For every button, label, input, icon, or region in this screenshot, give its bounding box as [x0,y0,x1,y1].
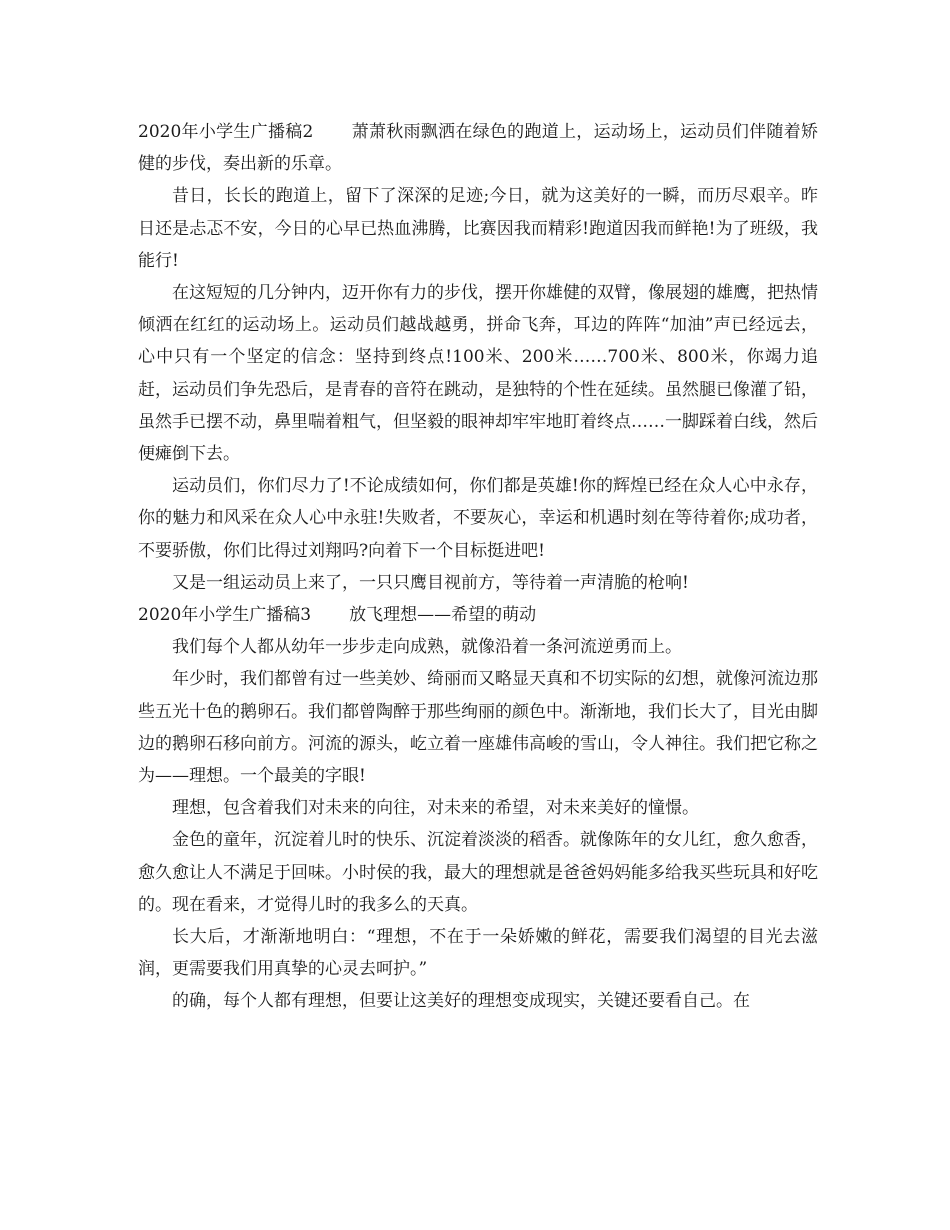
paragraph: 的确，每个人都有理想，但要让这美好的理想变成现实，关键还要看自己。在 [172,991,750,1012]
paragraph: 年少时，我们都曾有过一些美妙、绮丽而又略显天真和不切实际的幻想，就像河流边那些五光十色的鹅卵石。我们都曾陶醉于那些绚丽的颜色中。渐渐地，我们长大了，目光由脚边的鹅卵石移向前方。河流的源头，屹立着一座雄伟高峻的雪山，令人神往。我们把它称之为——理想。一个最美的字眼! [138,669,818,787]
section-intro: 萧萧秋雨飘洒在绿色的跑道上，运动场上，运动员们伴随着矫健的步伐，奏出新的乐章。 [138,122,818,175]
section-heading-line [138,116,818,180]
paragraph: 理想，包含着我们对未来的向往，对未来的希望，对未来美好的憧憬。 [172,798,699,819]
section-intro: 放飞理想——希望的萌动 [349,605,537,626]
paragraph: 长大后，才渐渐地明白：“理想，不在于一朵娇嫩的鲜花，需要我们渴望的目光去滋润，更需要我们用真挚的心灵去呵护。” [138,927,818,980]
paragraph: 我们每个人都从幼年一步步走向成熟，就像沿着一条河流逆勇而上。 [172,637,682,658]
section-heading: 2020年小学生广播稿3 [138,605,312,626]
section-heading: 2020年小学生广播稿2 [138,122,314,142]
paragraph: 运动员们，你们尽力了!不论成绩如何，你们都是英雄!你的辉煌已经在众人心中永存，你的魅力和风采在众人心中永驻!失败者，不要灰心，幸运和机遇时刻在等待着你;成功者，不要骄傲，你们比得过刘翔吗?向着下一个目标挺进吧! [138,476,818,561]
paragraph: 金色的童年，沉淀着儿时的快乐、沉淀着淡淡的稻香。就像陈年的女儿红，愈久愈香，愈久愈让人不满足于回味。小时侯的我，最大的理想就是爸爸妈妈能多给我买些玩具和好吃的。现在看来，才觉得儿时的我多么的天真。 [138,830,818,915]
paragraph: 昔日，长长的跑道上，留下了深深的足迹;今日，就为这美好的一瞬，而历尽艰辛。昨日还是忐忑不安，今日的心早已热血沸腾，比赛因我而精彩!跑道因我而鲜艳!为了班级，我能行! [138,186,818,271]
paragraph: 又是一组运动员上来了，一只只鹰目视前方，等待着一声清脆的枪响! [172,572,689,593]
paragraph: 在这短短的几分钟内，迈开你有力的步伐，摆开你雄健的双臂，像展翅的雄鹰，把热情倾洒在红红的运动场上。运动员们越战越勇，拼命飞奔，耳边的阵阵“加油”声已经远去，心中只有一个坚定的信念：坚持到终点!100米、200米……700米、800米，你竭力追赶，运动员们争先恐后，是青春的音符在跳动，是独特的个性在延续。虽然腿已像灌了铅，虽然手已摆不动，鼻里喘着粗气，但坚毅的眼神却牢牢地盯着终点……一脚踩着白线，然后便瘫倒下去。 [138,283,818,465]
section-heading-line [138,599,818,631]
document-page [138,116,818,1018]
